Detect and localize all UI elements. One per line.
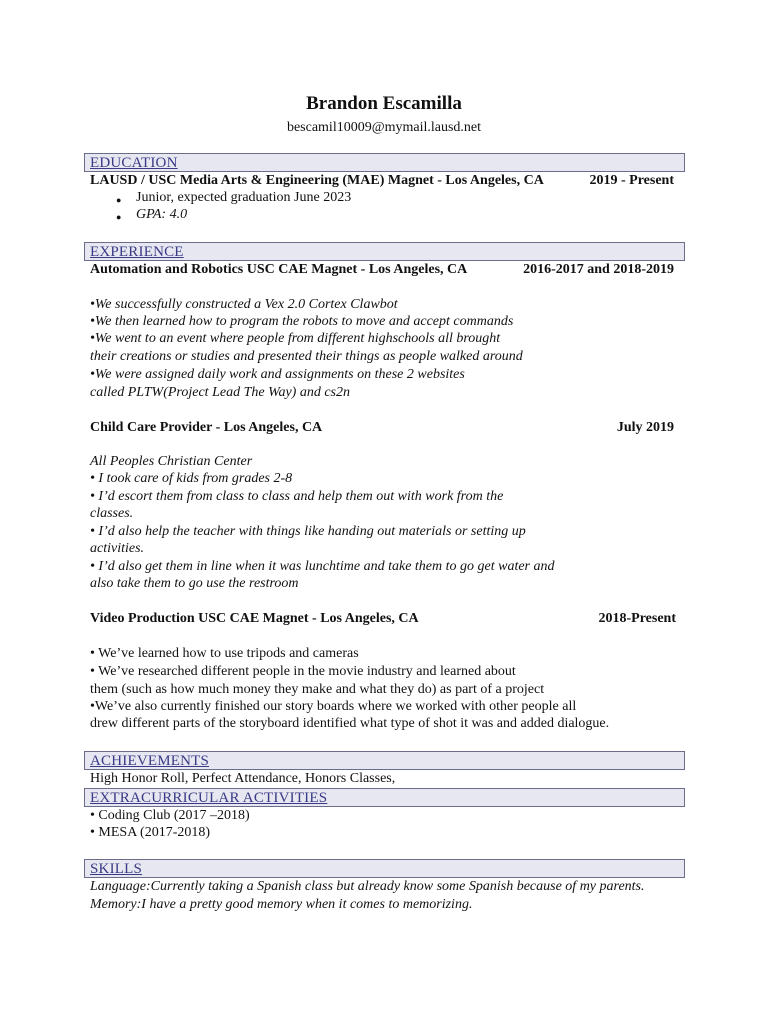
skills-heading: SKILLS [90,861,143,877]
experience-heading: EXPERIENCE [90,244,184,260]
job-line: them (such as how much money they make and what they do) as part of a project [90,682,545,697]
bullet-icon: ● [116,212,122,222]
job-line: • I took care of kids from grades 2-8 [90,471,293,486]
extracurricular-item: • MESA (2017-2018) [90,825,211,840]
job-line: classes. [90,506,134,521]
skill-line: Language:Currently taking a Spanish class but already know some Spanish because of my parents. [90,879,645,894]
education-item-expected-graduation: Junior, expected graduation June 2023 [136,190,352,205]
job-line: •We successfully constructed a Vex 2.0 Cortex Clawbot [90,297,398,312]
education-section-header [84,153,685,172]
education-dates: 2019 - Present [589,173,674,188]
education-item-gpa: GPA: 4.0 [136,207,188,222]
achievements-text: High Honor Roll, Perfect Attendance, Honors Classes, [90,771,396,786]
job-line: activities. [90,541,145,556]
skill-line: Memory:I have a pretty good memory when it comes to memorizing. [90,897,473,912]
resume-name: Brandon Escamilla [306,93,462,114]
skills-section-header [84,859,685,878]
job-dates: 2016-2017 and 2018-2019 [523,262,674,277]
job-line: also take them to go use the restroom [90,576,299,591]
achievements-heading: ACHIEVEMENTS [90,753,210,769]
extracurricular-item: • Coding Club (2017 –2018) [90,808,250,823]
extracurricular-section-header [84,788,685,807]
job-dates: 2018-Present [598,611,676,626]
bullet-icon: ● [116,195,122,205]
job-line: their creations or studies and presented their things as people walked around [90,349,523,364]
job-line: •We went to an event where people from different highschools all brought [90,331,501,346]
education-heading: EDUCATION [90,155,178,171]
education-school: LAUSD / USC Media Arts & Engineering (MAE) Magnet - Los Angeles, CA [90,173,544,188]
job-line: • I’d also help the teacher with things like handing out materials or setting up [90,524,526,539]
job-title: Video Production USC CAE Magnet - Los Angeles, CA [90,611,419,626]
job-line: •We were assigned daily work and assignments on these 2 websites [90,367,465,382]
achievements-section-header [84,751,685,770]
job-title: Child Care Provider - Los Angeles, CA [90,420,323,435]
job-title: Automation and Robotics USC CAE Magnet - Los Angeles, CA [90,262,468,277]
job-line: • We’ve learned how to use tripods and cameras [90,646,359,661]
job-line: • We’ve researched different people in the movie industry and learned about [90,664,516,679]
job-line: • I’d escort them from class to class and help them out with work from the [90,489,504,504]
email-address: bescamil10009@mymail.lausd.net [286,120,482,135]
job-dates: July 2019 [616,420,674,435]
extracurricular-heading: EXTRACURRICULAR ACTIVITIES [90,790,328,806]
job-line: •We then learned how to program the robots to move and accept commands [90,314,514,329]
experience-section-header [84,242,685,261]
job-line: called PLTW(Project Lead The Way) and cs2n [90,385,350,400]
job-line: • I’d also get them in line when it was lunchtime and take them to go get water and [90,559,555,574]
job-line: All Peoples Christian Center [90,454,253,469]
job-line: drew different parts of the storyboard identified what type of shot it was and added dialogue. [90,716,610,731]
job-line: •We’ve also currently finished our story boards where we worked with other people all [90,699,577,714]
